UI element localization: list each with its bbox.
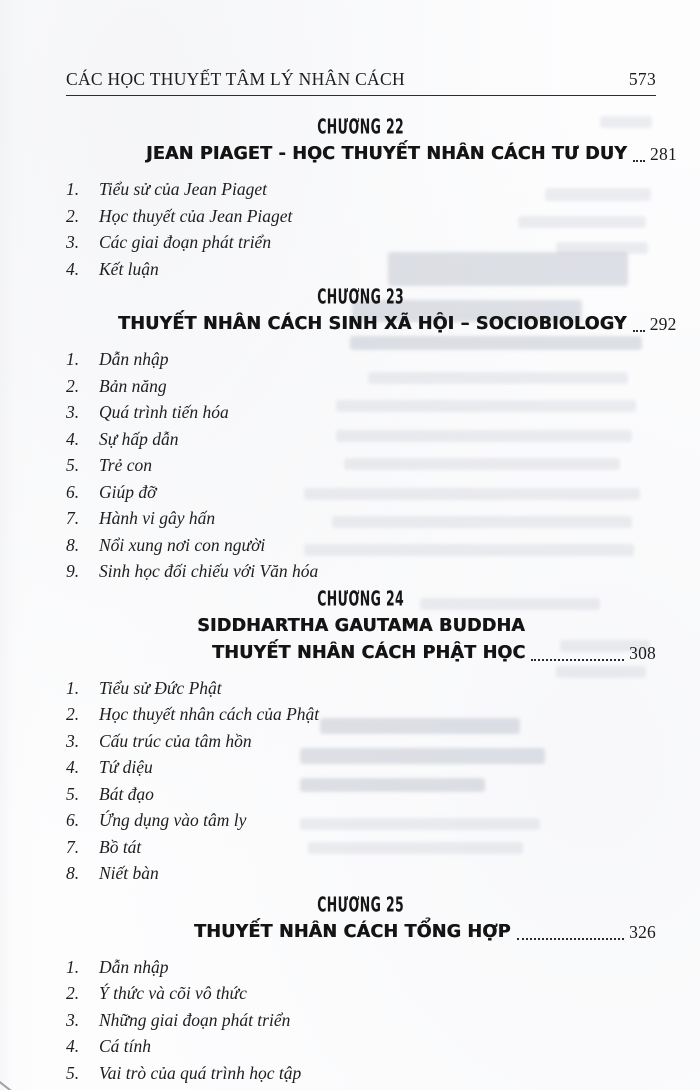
chapter-title: THUYẾT NHÂN CÁCH TỔNG HỢP [194, 921, 511, 942]
item-label: Vai trò của quá trình học tập [99, 1062, 302, 1083]
chapter-items [66, 176, 656, 282]
item-number: 6. [66, 481, 80, 502]
list-item [66, 1007, 656, 1034]
chapter-label-row [66, 284, 656, 309]
item-number: 1. [66, 677, 80, 698]
list-item [66, 558, 656, 585]
item-label: Ý thức và cõi vô thức [99, 983, 247, 1003]
list-item [66, 346, 656, 373]
item-number: 3. [66, 232, 80, 252]
item-label: Bồ tát [99, 836, 142, 857]
item-number: 2. [66, 205, 80, 226]
dot-leader [633, 330, 645, 332]
item-number: 4. [66, 258, 80, 279]
item-number: 6. [66, 810, 80, 830]
item-label: Tứ diệu [99, 757, 153, 777]
dot-leader [531, 659, 624, 661]
item-number: 2. [66, 983, 80, 1003]
list-item [66, 781, 656, 808]
chapter-items [66, 346, 656, 585]
item-label: Tiểu sử Đức Phật [99, 677, 222, 698]
chapter-label-row [66, 114, 656, 139]
item-number: 5. [66, 455, 80, 475]
item-label: Học thuyết nhân cách của Phật [99, 704, 320, 724]
toc-content [66, 69, 677, 1086]
dot-leader [633, 160, 645, 162]
item-number: 2. [66, 375, 80, 396]
list-item [66, 675, 656, 702]
list-item [66, 532, 656, 559]
item-number: 1. [66, 179, 80, 199]
list-item [66, 807, 656, 834]
chapters [66, 114, 677, 1086]
list-item [66, 1033, 656, 1060]
chapter-title-line [66, 921, 656, 944]
item-label: Những giai đoạn phát triển [99, 1009, 291, 1030]
item-number: 9. [66, 561, 80, 581]
page-header [66, 69, 656, 96]
chapter-section [66, 284, 677, 585]
chapter-title-line [66, 615, 656, 638]
list-item [66, 229, 656, 256]
list-item [66, 1060, 656, 1087]
item-number: 3. [66, 730, 80, 751]
list-item [66, 505, 656, 532]
item-label: Kết luận [99, 258, 159, 279]
item-label: Dẫn nhập [99, 956, 169, 977]
item-label: Học thuyết của Jean Piaget [99, 205, 293, 226]
item-number: 5. [66, 783, 80, 804]
item-label: Bát đạo [99, 783, 154, 804]
item-label: Niết bàn [99, 863, 159, 883]
list-item [66, 176, 656, 203]
list-item [66, 980, 656, 1007]
list-item [66, 954, 656, 981]
chapter-title-line [66, 642, 656, 665]
chapter-label: CHƯƠNG 25 [317, 891, 405, 917]
chapter-title-line [66, 143, 677, 166]
item-number: 7. [66, 508, 80, 528]
chapter-page-number: 281 [650, 144, 677, 164]
chapter-page-number: 326 [629, 921, 656, 942]
item-label: Dẫn nhập [99, 349, 169, 369]
chapter-page-number: 292 [649, 314, 677, 334]
chapter-page-number: 308 [629, 642, 656, 663]
chapter-title: THUYẾT NHÂN CÁCH SINH XÃ HỘI – SOCIOBIOLOGY [118, 314, 627, 334]
item-label: Giúp đỡ [99, 481, 157, 502]
item-number: 4. [66, 428, 80, 449]
item-label: Nổi xung nơi con người [99, 534, 266, 555]
running-book-title: CÁC HỌC THUYẾT TÂM LÝ NHÂN CÁCH [66, 69, 405, 89]
chapter-label: CHƯƠNG 22 [317, 114, 405, 139]
chapter-items [66, 954, 656, 1087]
chapter-label-row [66, 891, 656, 917]
chapter-section [66, 114, 677, 282]
item-number: 1. [66, 956, 80, 977]
chapter-title: SIDDHARTHA GAUTAMA BUDDHA [197, 615, 525, 636]
item-label: Quá trình tiến hóa [99, 402, 229, 422]
item-label: Sự hấp dẫn [99, 428, 179, 449]
list-item [66, 860, 656, 887]
item-label: Bản năng [99, 375, 167, 396]
list-item [66, 452, 656, 479]
item-label: Trẻ con [99, 455, 152, 475]
list-item [66, 728, 656, 755]
item-label: Các giai đoạn phát triển [99, 232, 272, 252]
item-number: 4. [66, 1036, 80, 1056]
list-item [66, 426, 656, 453]
dot-leader [517, 938, 624, 940]
list-item [66, 834, 656, 861]
page-curl-artifact [0, 1070, 58, 1090]
item-number: 2. [66, 704, 80, 724]
list-item [66, 256, 656, 283]
list-item [66, 203, 656, 230]
chapter-section [66, 891, 656, 1087]
chapter-title: JEAN PIAGET - HỌC THUYẾT NHÂN CÁCH TƯ DUY [146, 144, 628, 164]
chapter-label: CHƯƠNG 23 [317, 284, 405, 309]
item-label: Hành vi gây hấn [99, 508, 216, 528]
item-number: 3. [66, 402, 80, 422]
list-item [66, 701, 656, 728]
item-label: Cấu trúc của tâm hồn [99, 730, 252, 751]
chapter-label: CHƯƠNG 24 [317, 585, 405, 611]
chapter-label-row [66, 585, 656, 611]
item-label: Sinh học đối chiếu với Văn hóa [99, 561, 319, 581]
item-number: 4. [66, 757, 80, 777]
item-label: Cá tính [99, 1036, 152, 1056]
item-number: 8. [66, 863, 80, 883]
list-item [66, 754, 656, 781]
item-label: Tiểu sử của Jean Piaget [99, 179, 267, 199]
list-item [66, 399, 656, 426]
list-item [66, 479, 656, 506]
chapter-items [66, 675, 656, 887]
folio-page-number: 573 [628, 69, 656, 89]
item-number: 3. [66, 1009, 80, 1030]
chapter-title-line [66, 313, 677, 336]
item-label: Ứng dụng vào tâm ly [99, 810, 247, 830]
chapter-title: THUYẾT NHÂN CÁCH PHẬT HỌC [212, 642, 526, 663]
list-item [66, 373, 656, 400]
item-number: 5. [66, 1062, 80, 1083]
item-number: 1. [66, 349, 80, 369]
item-number: 8. [66, 534, 80, 555]
item-number: 7. [66, 836, 80, 857]
chapter-section [66, 585, 656, 887]
